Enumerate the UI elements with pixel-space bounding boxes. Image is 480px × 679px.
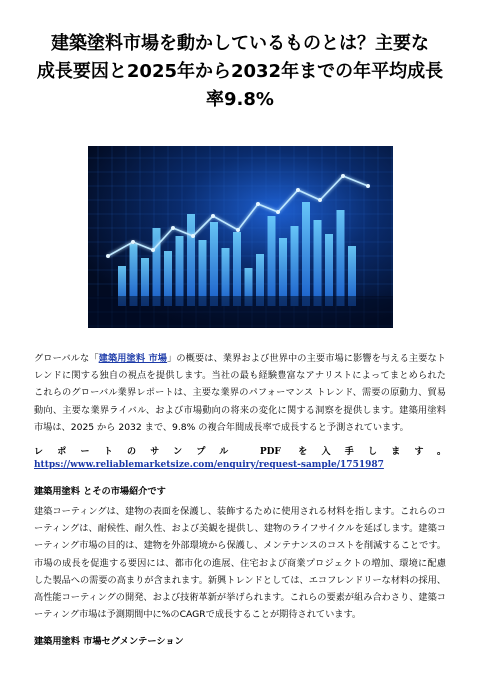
hero-trend-dot — [171, 226, 175, 230]
hero-trend-dot — [211, 214, 215, 218]
description-paragraph: 建築コーティングは、建物の表面を保護し、装飾するために使用される材料を指します。これらのコーティングは、耐候性、耐久性、および美観を提供し、建物のライフサイクルを延ばします。建築コーティング市場の目的は、建物を外部環境から保護し、メンテナンスのコストを削減することです。市場の成長を促進する要因には、都市化の進展、住宅および商業プロジェクトの増加、環境に配慮した製品への需要の高まりが含まれます。新興トレンドとしては、エコフレンドリーな材料の採用、高性能コーティングの開発、および技術革新が挙げられます。これらの要素が組み合わさり、建築コーティング市場は予測期間中に%のCAGRで成長することが期待されています。 — [34, 506, 446, 621]
hero-trend-dot — [131, 240, 135, 244]
sample-url-link[interactable]: https://www.reliablemarketsize.com/enquiry/request-sample/1751987 — [34, 459, 384, 470]
hero-chart-image — [88, 146, 393, 328]
intro-prefix: グローバルな「 — [34, 353, 99, 364]
hero-trend-dot — [191, 234, 195, 238]
hero-trend-dot — [151, 248, 155, 252]
hero-bar — [176, 236, 184, 306]
title-line-1: 建築塗料市場を動かしているものとは？主要な — [51, 33, 429, 54]
hero-bar — [325, 234, 333, 306]
hero-trend-dot — [106, 254, 110, 258]
title-line-2: 成長要因と2025年から2032年までの年平均成長 — [36, 61, 444, 82]
hero-bar — [233, 232, 241, 306]
intro-paragraph — [34, 350, 446, 436]
hero-bar — [302, 202, 310, 306]
hero-bar — [153, 228, 161, 306]
hero-bar — [268, 216, 276, 306]
section-heading-segmentation: 建築用塗料 市場セグメンテーション — [34, 636, 184, 647]
hero-bar — [291, 226, 299, 306]
hero-bar — [210, 222, 218, 306]
intro-suffix: 」の概要は、業界および世界中の主要市場に影響を与える主要なトレンドに関する独自の視点を提供します。当社の最も経験豊富なアナリストによってまとめられたこれらのグローバル業界レポートは、主要な業界のパフォーマンス トレンド、需要の原動力、貿易動向、主要な業界ライバル、および市場動向の将来の変化に関する洞察を提供します。建築用塗料 市場は、2025 から 2032 まで、9.8% の複合年間成長率で成長すると予測されています。 — [34, 353, 446, 433]
hero-trend-dot — [366, 184, 370, 188]
hero-trend-dot — [236, 228, 240, 232]
hero-bar — [279, 238, 287, 306]
section-heading-intro: 建築用塗料 とその市場紹介です — [34, 486, 166, 497]
sample-pdf-line — [34, 446, 446, 471]
hero-trend-dot — [341, 174, 345, 178]
hero-trend-dot — [296, 188, 300, 192]
hero-bar — [187, 214, 195, 306]
sample-label: レポートのサンプル PDF を入手します。 — [34, 447, 446, 457]
hero-reflection — [88, 296, 393, 328]
hero-bar — [314, 220, 322, 306]
page-title — [28, 30, 452, 114]
hero-bar — [337, 210, 345, 306]
market-link[interactable]: 建築用塗料 市場 — [98, 353, 168, 364]
hero-trend-dot — [256, 202, 260, 206]
title-line-3: 率9.8% — [206, 89, 274, 110]
hero-trend-dot — [318, 198, 322, 202]
hero-trend-dot — [276, 210, 280, 214]
